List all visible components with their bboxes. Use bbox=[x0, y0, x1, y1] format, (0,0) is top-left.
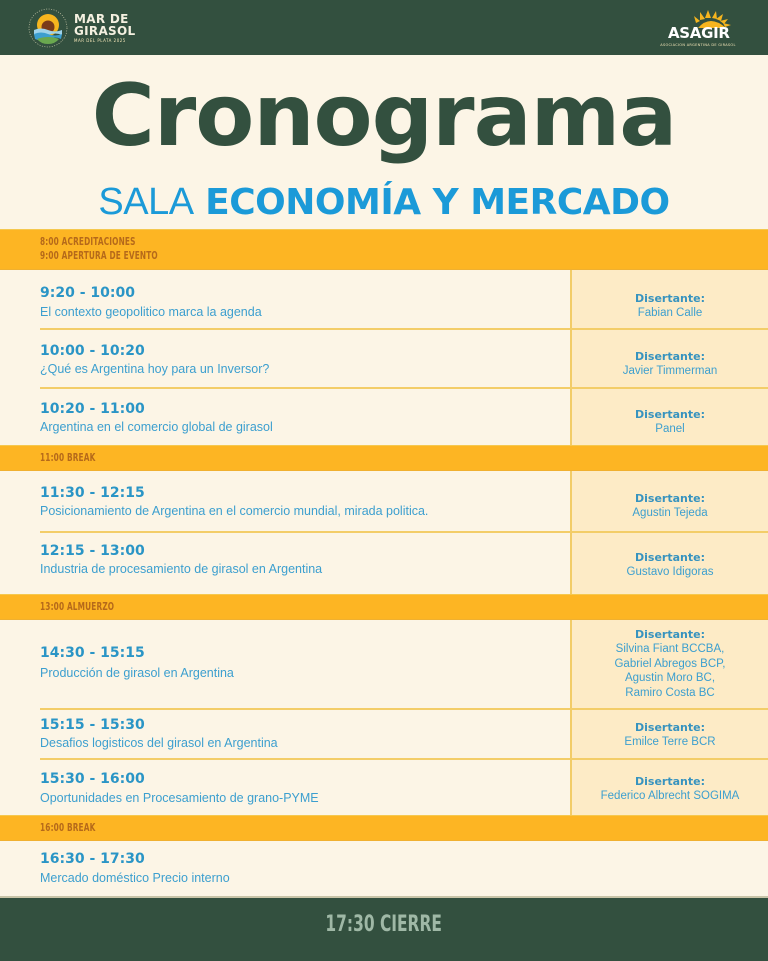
speaker-label: Disertante: bbox=[635, 775, 705, 788]
sunflower-wave-icon bbox=[28, 8, 68, 48]
session-topic: Industria de procesamiento de girasol en Argentina bbox=[40, 562, 323, 576]
session-topic: Argentina en el comercio global de girasol bbox=[40, 420, 273, 434]
logo-line-1: MAR DE bbox=[74, 12, 129, 26]
break-band bbox=[0, 445, 768, 471]
page-title: Cronograma bbox=[91, 66, 677, 166]
speaker-name: Ramiro Costa BC bbox=[625, 686, 715, 699]
session-row bbox=[0, 270, 768, 328]
speaker-info bbox=[572, 720, 768, 750]
session-row bbox=[0, 841, 768, 896]
speaker-info bbox=[572, 550, 768, 580]
speaker-label: Disertante: bbox=[635, 628, 705, 641]
session-block bbox=[0, 471, 768, 594]
speaker-info bbox=[572, 491, 768, 521]
room-prefix: SALA bbox=[98, 181, 194, 223]
top-bar bbox=[0, 0, 768, 55]
speaker-name: Javier Timmerman bbox=[622, 365, 718, 377]
session-topic: El contexto geopolitico marca la agenda bbox=[40, 305, 262, 319]
speaker-info bbox=[572, 407, 768, 437]
speaker-info bbox=[572, 349, 768, 379]
band-text: 16:00 BREAK bbox=[40, 822, 96, 834]
session-time: 15:30 - 16:00 bbox=[40, 771, 145, 787]
session-topic: Desafios logisticos del girasol en Argentina bbox=[40, 736, 278, 750]
speaker-label: Disertante: bbox=[635, 350, 705, 363]
asagir-name: ASAGIR bbox=[668, 24, 730, 42]
session-block bbox=[0, 270, 768, 445]
room-subtitle bbox=[0, 178, 768, 226]
speaker-name: Federico Albrecht SOGIMA bbox=[600, 790, 740, 802]
session-row bbox=[0, 471, 768, 531]
closing-text: 17:30 CIERRE bbox=[325, 912, 443, 937]
lunch-band bbox=[0, 594, 768, 620]
session-row bbox=[0, 330, 768, 387]
session-time: 14:30 - 15:15 bbox=[40, 645, 145, 661]
session-block bbox=[0, 620, 768, 815]
logo-line-3: MAR DEL PLATA 2025 bbox=[74, 38, 126, 43]
speaker-label: Disertante: bbox=[635, 408, 705, 421]
band-text: 8:00 ACREDITACIONES bbox=[40, 236, 136, 248]
band-text: 9:00 APERTURA DE EVENTO bbox=[40, 250, 158, 262]
opening-band bbox=[0, 229, 768, 270]
session-row bbox=[0, 710, 768, 758]
speaker-label: Disertante: bbox=[635, 492, 705, 505]
session-row bbox=[0, 620, 768, 708]
speaker-name: Gustavo Idigoras bbox=[626, 566, 714, 578]
session-topic: Producción de girasol en Argentina bbox=[40, 666, 234, 680]
speaker-info bbox=[572, 291, 768, 321]
session-row bbox=[0, 389, 768, 445]
room-name: ECONOMÍA Y MERCADO bbox=[205, 182, 670, 223]
speaker-name: Fabian Calle bbox=[637, 307, 703, 319]
session-time: 9:20 - 10:00 bbox=[40, 285, 135, 301]
speaker-name: Emilce Terre BCR bbox=[624, 736, 716, 748]
logo-line-2: GIRASOL bbox=[74, 24, 136, 38]
asagir-logo bbox=[658, 6, 738, 50]
session-time: 16:30 - 17:30 bbox=[40, 851, 145, 867]
session-time: 11:30 - 12:15 bbox=[40, 485, 145, 501]
speaker-info bbox=[572, 774, 768, 804]
session-block bbox=[0, 841, 768, 896]
speaker-info bbox=[572, 627, 768, 700]
speaker-label: Disertante: bbox=[635, 551, 705, 564]
speaker-label: Disertante: bbox=[635, 292, 705, 305]
session-row bbox=[0, 533, 768, 594]
asagir-subtitle: ASOCIACION ARGENTINA DE GIRASOL bbox=[660, 43, 736, 47]
break-band bbox=[0, 815, 768, 841]
session-row bbox=[0, 760, 768, 815]
session-time: 15:15 - 15:30 bbox=[40, 717, 145, 733]
band-text: 13:00 ALMUERZO bbox=[40, 601, 115, 613]
session-topic: ¿Qué es Argentina hoy para un Inversor? bbox=[40, 362, 270, 376]
session-time: 10:00 - 10:20 bbox=[40, 343, 145, 359]
band-text: 11:00 BREAK bbox=[40, 452, 96, 464]
session-topic: Oportunidades en Procesamiento de grano-PYME bbox=[40, 791, 319, 805]
session-topic: Mercado doméstico Precio interno bbox=[40, 871, 230, 885]
speaker-name: Silvina Fiant BCCBA, bbox=[615, 643, 725, 655]
speaker-name: Agustin Tejeda bbox=[632, 507, 708, 519]
session-topic: Posicionamiento de Argentina en el comercio mundial, mirada politica. bbox=[40, 504, 429, 518]
speaker-name: Panel bbox=[655, 423, 685, 435]
closing-footer bbox=[0, 896, 768, 961]
speaker-name: Agustin Moro BC, bbox=[624, 672, 716, 685]
mar-de-girasol-logo bbox=[28, 8, 135, 48]
session-time: 10:20 - 11:00 bbox=[40, 401, 145, 417]
session-time: 12:15 - 13:00 bbox=[40, 543, 145, 559]
speaker-label: Disertante: bbox=[635, 721, 705, 734]
speaker-name: Gabriel Abregos BCP, bbox=[614, 657, 726, 670]
